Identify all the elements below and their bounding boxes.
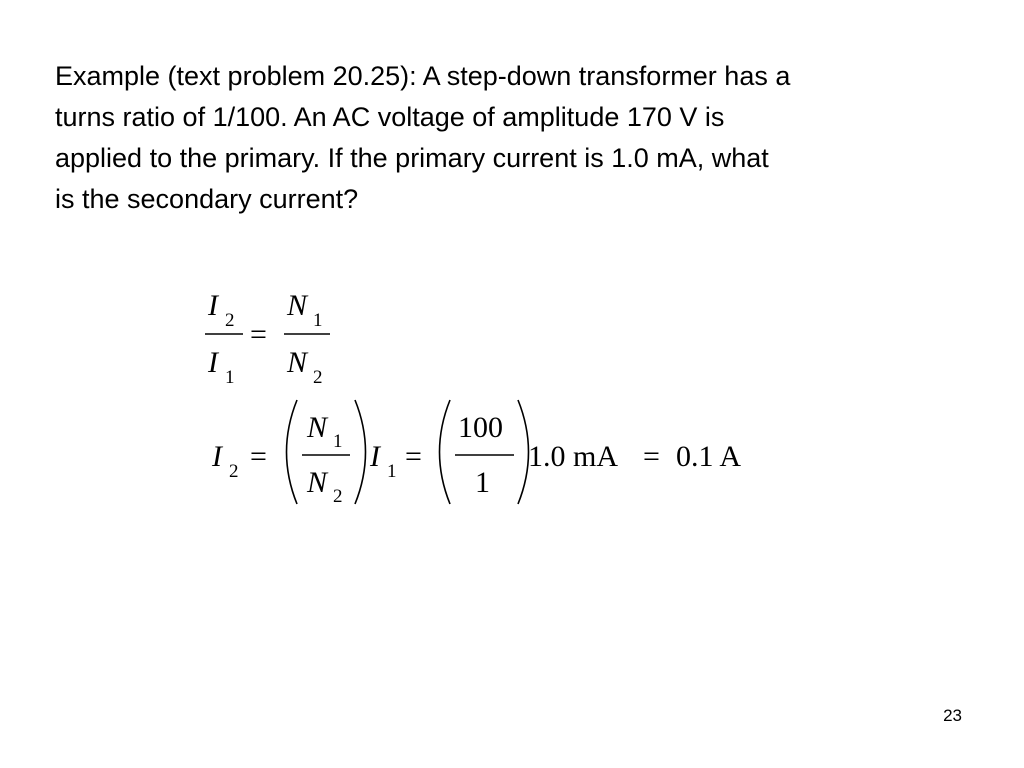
eq1-rhs-den-var: N bbox=[287, 346, 308, 379]
eq2-value-den: 1 bbox=[475, 466, 490, 499]
eq2-mult-var: I bbox=[370, 440, 380, 473]
eq2-ratio-den-var: N bbox=[307, 466, 328, 499]
eq1-lhs-num-var: I bbox=[208, 289, 218, 322]
eq1-rhs-num-var: N bbox=[287, 289, 308, 322]
eq2-equals-3: = bbox=[643, 440, 660, 473]
eq2-lhs-sub: 2 bbox=[229, 461, 239, 482]
eq1-lhs-den-var: I bbox=[208, 346, 218, 379]
eq2-mult-sub: 1 bbox=[387, 461, 397, 482]
eq2-ratio-num-sub: 1 bbox=[333, 431, 343, 452]
eq2-equals-1: = bbox=[250, 440, 267, 473]
eq1-equals: = bbox=[250, 318, 267, 351]
left-paren-1 bbox=[287, 400, 298, 504]
eq1-lhs-den-sub: 1 bbox=[225, 367, 235, 388]
eq2-current: 1.0 mA bbox=[528, 440, 618, 473]
right-paren-1 bbox=[355, 400, 366, 504]
problem-line: applied to the primary. If the primary current is 1.0 mA, what bbox=[55, 143, 769, 173]
eq2-ratio-den-sub: 2 bbox=[333, 486, 343, 507]
right-paren-2 bbox=[518, 400, 529, 504]
left-paren-2 bbox=[440, 400, 451, 504]
eq1-rhs-den-sub: 2 bbox=[313, 367, 323, 388]
eq2-equals-2: = bbox=[405, 440, 422, 473]
eq2-result: 0.1 A bbox=[676, 440, 742, 473]
eq2-value-num: 100 bbox=[458, 411, 503, 444]
eq2-ratio-num-var: N bbox=[307, 411, 328, 444]
eq2-lhs-var: I bbox=[212, 440, 222, 473]
page-number: 23 bbox=[943, 706, 962, 725]
eq1-rhs-num-sub: 1 bbox=[313, 310, 323, 331]
problem-line: is the secondary current? bbox=[55, 184, 359, 214]
eq1-lhs-num-sub: 2 bbox=[225, 310, 235, 331]
problem-line: Example (text problem 20.25): A step-down transformer has a bbox=[55, 61, 791, 91]
problem-line: turns ratio of 1/100. An AC voltage of amplitude 170 V is bbox=[55, 102, 725, 132]
